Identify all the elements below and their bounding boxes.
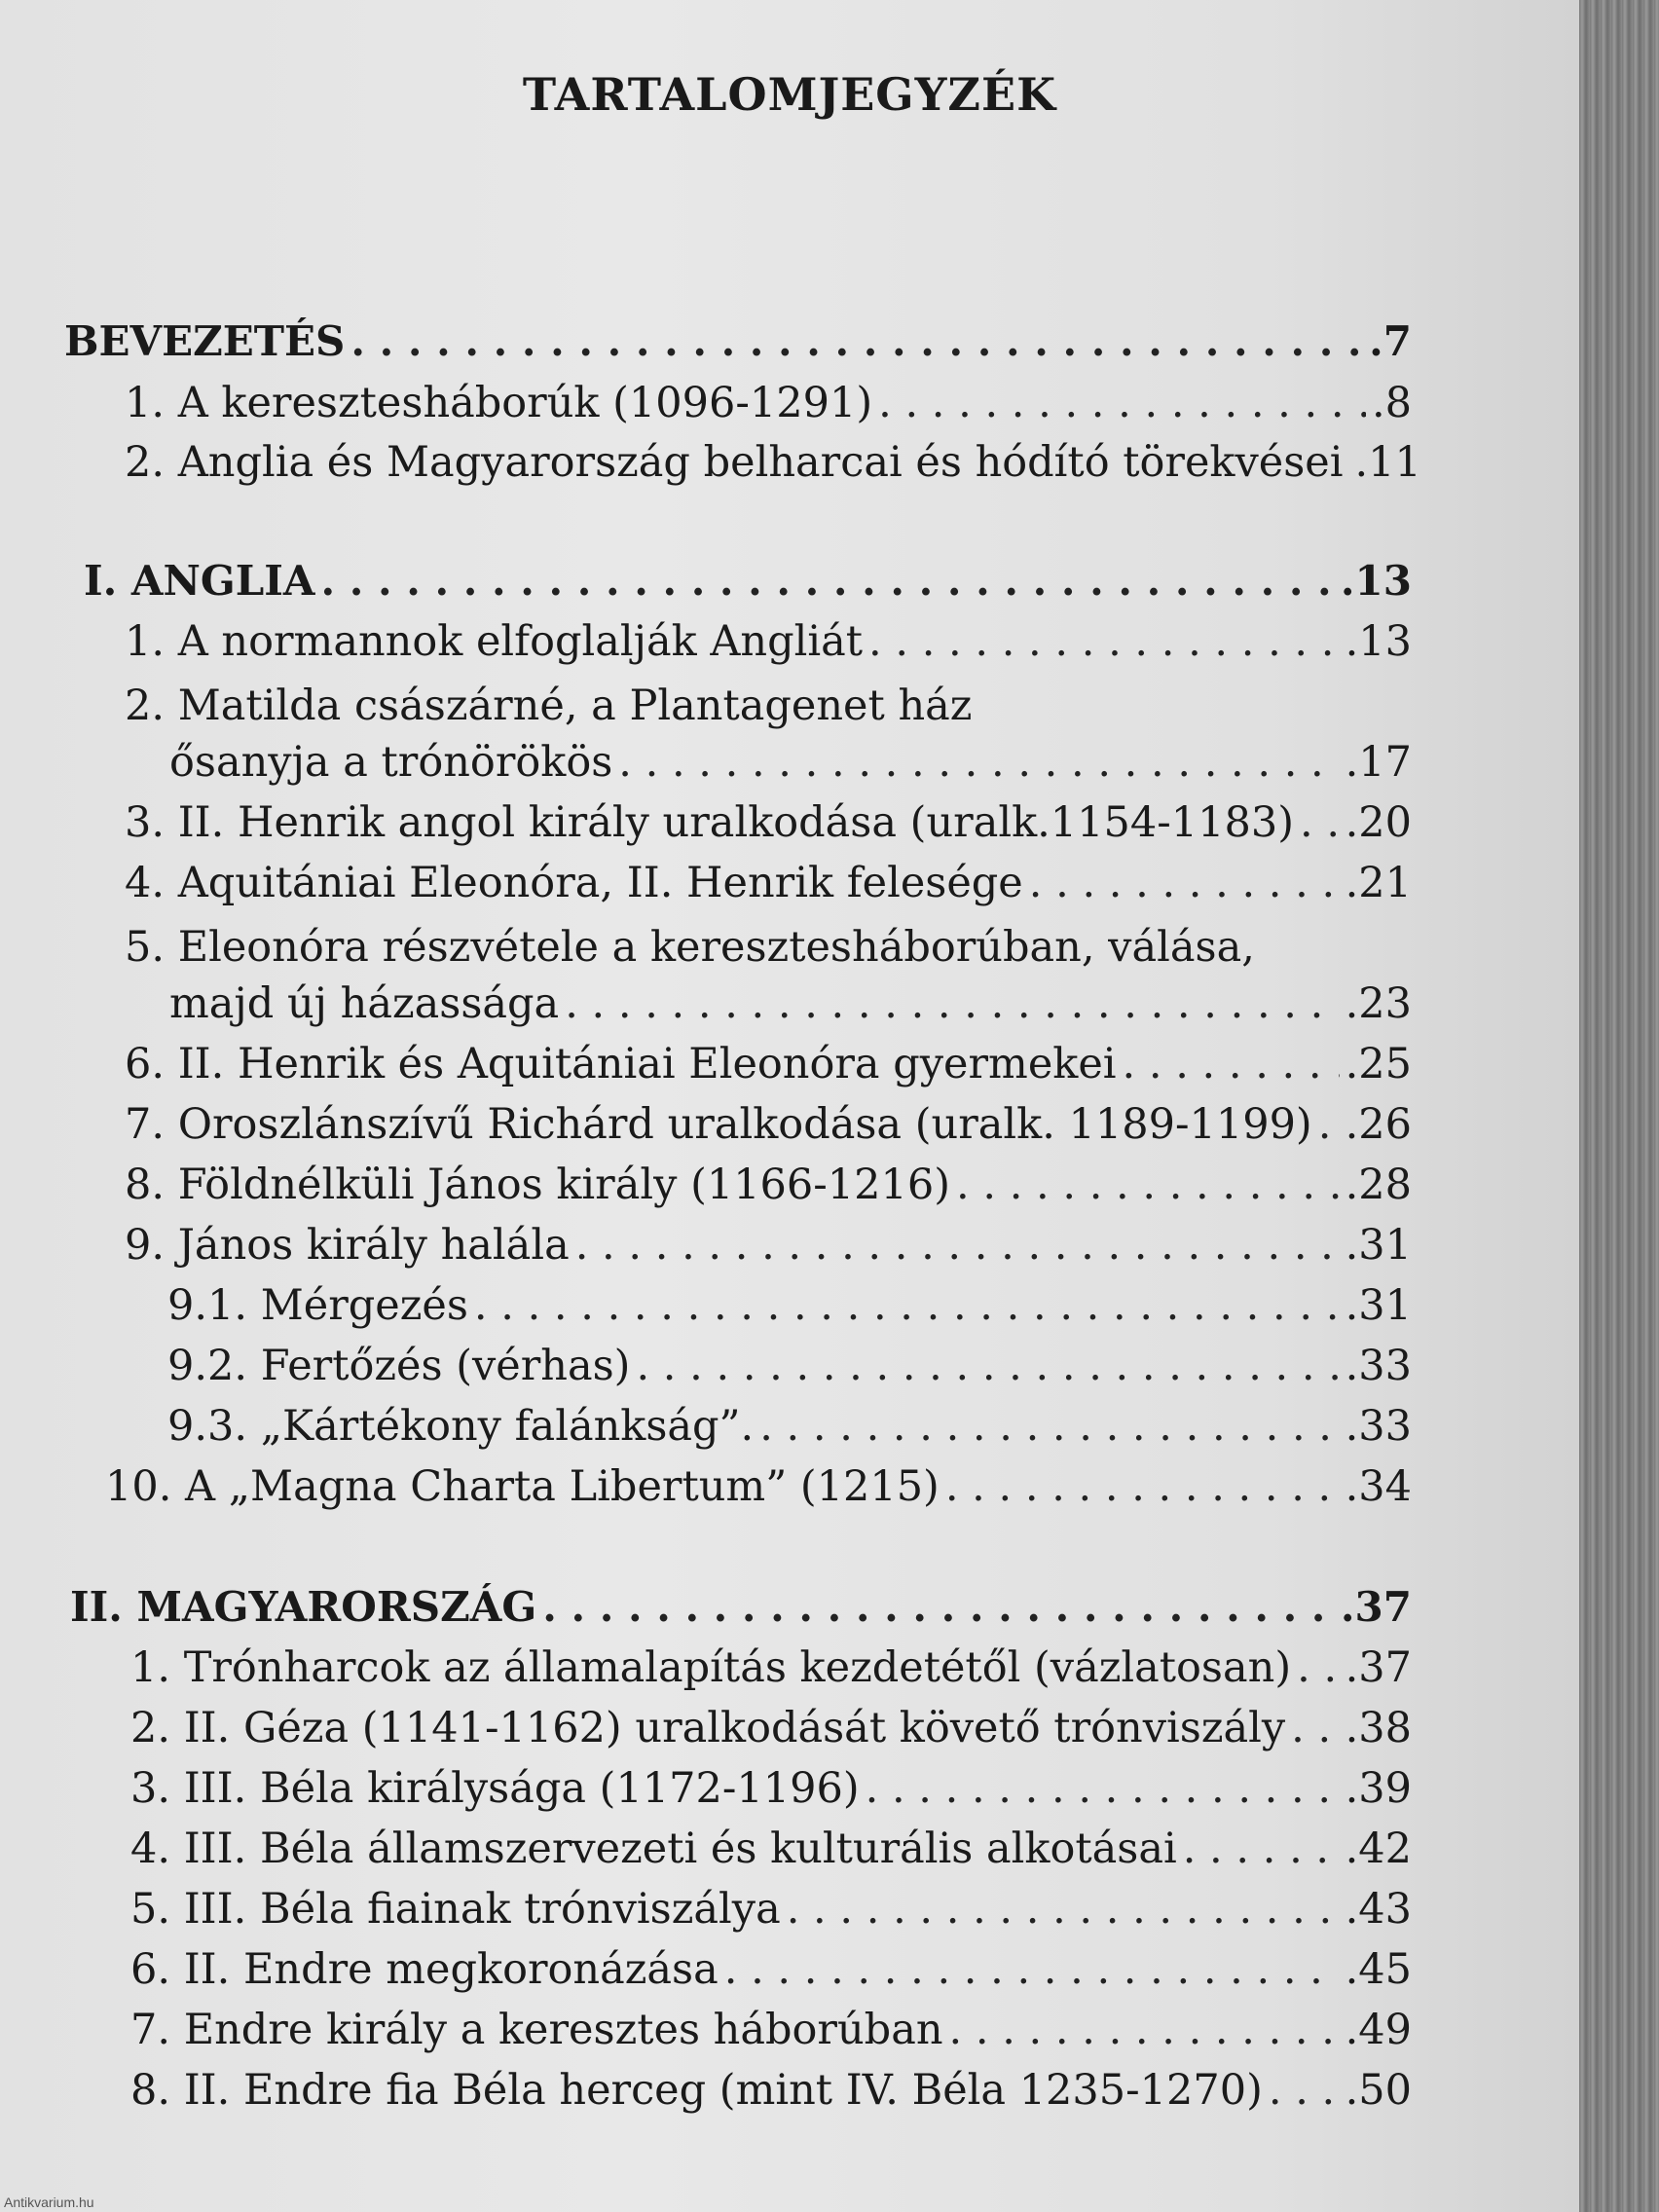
- leader-dots: [866, 1768, 1340, 1810]
- toc-label: majd új házassága: [169, 979, 560, 1028]
- toc-label: 2. Anglia és Magyarország belharcai és hódító törekvései: [125, 438, 1344, 487]
- toc-subentry: [167, 1342, 1412, 1390]
- toc-entry: [105, 1462, 1412, 1511]
- toc-page: .25: [1345, 1040, 1412, 1088]
- toc-label: BEVEZETÉS: [64, 317, 346, 365]
- toc-label: 10. A „Magna Charta Libertum” (1215): [105, 1462, 940, 1511]
- leader-dots: [1269, 2070, 1340, 2112]
- toc-label: 9.1. Mérgezés: [167, 1281, 468, 1330]
- toc-label: 1. Trónharcok az államalapítás kezdetétől (vázlatosan): [130, 1643, 1292, 1692]
- toc-entry: [125, 1100, 1412, 1149]
- toc-label: 4. Aquitániai Eleonóra, II. Henrik felesége: [125, 859, 1023, 907]
- toc-label: 9.3. „Kártékony falánkság”.: [167, 1402, 755, 1451]
- toc-entry: [125, 798, 1412, 847]
- toc-page: .34: [1345, 1462, 1412, 1511]
- toc-page: .11: [1354, 438, 1421, 487]
- toc-label: I. ANGLIA: [84, 557, 315, 605]
- toc-entry-line: 2. Matilda császárné, a Plantagenet ház: [125, 682, 973, 730]
- leader-dots: [1297, 1647, 1340, 1689]
- toc-entry: [169, 738, 1412, 787]
- leader-dots: [542, 1587, 1335, 1628]
- toc-page: .26: [1345, 1100, 1412, 1149]
- toc-subentry: [167, 1402, 1412, 1451]
- toc-entry: [125, 617, 1412, 666]
- toc-page: .13: [1345, 617, 1412, 666]
- leader-dots: [759, 1406, 1339, 1448]
- toc-label: 2. II. Géza (1141-1162) uralkodását követő trónviszály: [130, 1704, 1286, 1752]
- toc-label: 5. III. Béla fiainak trónviszálya: [130, 1885, 781, 1934]
- toc-entry: [125, 438, 1421, 487]
- toc-label: 8. II. Endre fia Béla herceg (mint IV. Béla 1235-1270): [130, 2066, 1263, 2115]
- toc-page: .45: [1345, 1945, 1412, 1994]
- toc-label: 6. II. Endre megkoronázása: [130, 1945, 719, 1994]
- leader-dots: [474, 1285, 1340, 1327]
- toc-label: 3. III. Béla királysága (1172-1196): [130, 1764, 860, 1813]
- leader-dots: [1183, 1828, 1340, 1870]
- leader-dots: [1291, 1708, 1339, 1750]
- leader-dots: [724, 1949, 1340, 1991]
- toc-label: 9.2. Fertőzés (vérhas): [167, 1342, 631, 1390]
- toc-entry: [125, 1040, 1412, 1088]
- toc-entry: [130, 1825, 1412, 1873]
- toc-entry: [130, 1945, 1412, 1994]
- toc-section-intro: [64, 317, 1412, 365]
- toc-page: .28: [1345, 1161, 1412, 1209]
- toc-page: .37: [1345, 1643, 1412, 1692]
- toc-label: 8. Földnélküli János király (1166-1216): [125, 1161, 951, 1209]
- leader-dots: [636, 1346, 1339, 1387]
- leader-dots: [1318, 1104, 1340, 1146]
- toc-page: .31: [1345, 1281, 1412, 1330]
- leader-dots: [618, 742, 1339, 784]
- toc-page: .43: [1345, 1885, 1412, 1934]
- toc-entry: [130, 2006, 1412, 2054]
- toc-entry: [125, 379, 1412, 427]
- toc-label: ősanyja a trónörökös: [169, 738, 613, 787]
- toc-label: 3. II. Henrik angol király uralkodása (uralk.1154-1183): [125, 798, 1294, 847]
- leader-dots: [949, 2009, 1340, 2051]
- leader-dots: [321, 561, 1335, 602]
- toc-entry: [169, 979, 1412, 1028]
- toc-page: .38: [1345, 1704, 1412, 1752]
- toc-page: .23: [1345, 979, 1412, 1028]
- toc-page: .13: [1340, 557, 1412, 605]
- leader-dots: [575, 1225, 1340, 1267]
- book-binding: [1579, 0, 1659, 2212]
- toc-page: .31: [1345, 1221, 1412, 1270]
- toc-section-magyar: [70, 1583, 1412, 1631]
- toc-label: 7. Endre király a keresztes háborúban: [130, 2006, 943, 2054]
- toc-entry: [130, 1885, 1412, 1934]
- toc-label: II. MAGYARORSZÁG: [70, 1583, 537, 1631]
- page-title: TARTALOMJEGYZÉK: [522, 68, 1057, 121]
- toc-subentry: [167, 1281, 1412, 1330]
- toc-label: 9. János király halála: [125, 1221, 570, 1270]
- toc-entry: [130, 1643, 1412, 1692]
- toc-entry-line: 5. Eleonóra részvétele a keresztesháborúban, válása,: [125, 923, 1255, 972]
- toc-label: 6. II. Henrik és Aquitániai Eleonóra gyermekei: [125, 1040, 1117, 1088]
- toc-page: .21: [1345, 859, 1412, 907]
- toc-label: 4. III. Béla államszervezeti és kulturális alkotásai: [130, 1825, 1177, 1873]
- toc-entry: [125, 1161, 1412, 1209]
- toc-page: .39: [1345, 1764, 1412, 1813]
- toc-section-anglia: [84, 557, 1412, 605]
- toc-label: 1. A normannok elfoglalják Angliát: [125, 617, 864, 666]
- leader-dots: [945, 1466, 1340, 1508]
- toc-label: 7. Oroszlánszívű Richárd uralkodása (uralk. 1189-1199): [125, 1100, 1312, 1149]
- toc-page: .17: [1345, 738, 1412, 787]
- leader-dots: [1029, 863, 1340, 904]
- toc-page: .49: [1345, 2006, 1412, 2054]
- leader-dots: [1300, 802, 1340, 844]
- toc-entry: [125, 1221, 1412, 1270]
- toc-page: .7: [1369, 317, 1412, 365]
- toc-label: 1. A keresztesháborúk (1096-1291): [125, 379, 873, 427]
- leader-dots: [878, 383, 1366, 424]
- toc-page: .37: [1340, 1583, 1412, 1631]
- toc-page: .8: [1371, 379, 1412, 427]
- toc-page: .33: [1345, 1342, 1412, 1390]
- toc-page: .20: [1345, 798, 1412, 847]
- leader-dots: [787, 1889, 1340, 1931]
- toc-page: .33: [1345, 1402, 1412, 1451]
- toc-entry: [130, 1764, 1412, 1813]
- toc-entry: [130, 1704, 1412, 1752]
- toc-entry: [130, 2066, 1412, 2115]
- toc-entry: [125, 859, 1412, 907]
- leader-dots: [350, 321, 1363, 362]
- leader-dots: [956, 1164, 1340, 1206]
- leader-dots: [1123, 1044, 1340, 1086]
- watermark: Antikvarium.hu: [4, 2194, 94, 2210]
- leader-dots: [565, 983, 1339, 1025]
- toc-page: .42: [1345, 1825, 1412, 1873]
- leader-dots: [868, 621, 1340, 663]
- toc-page: .50: [1345, 2066, 1412, 2115]
